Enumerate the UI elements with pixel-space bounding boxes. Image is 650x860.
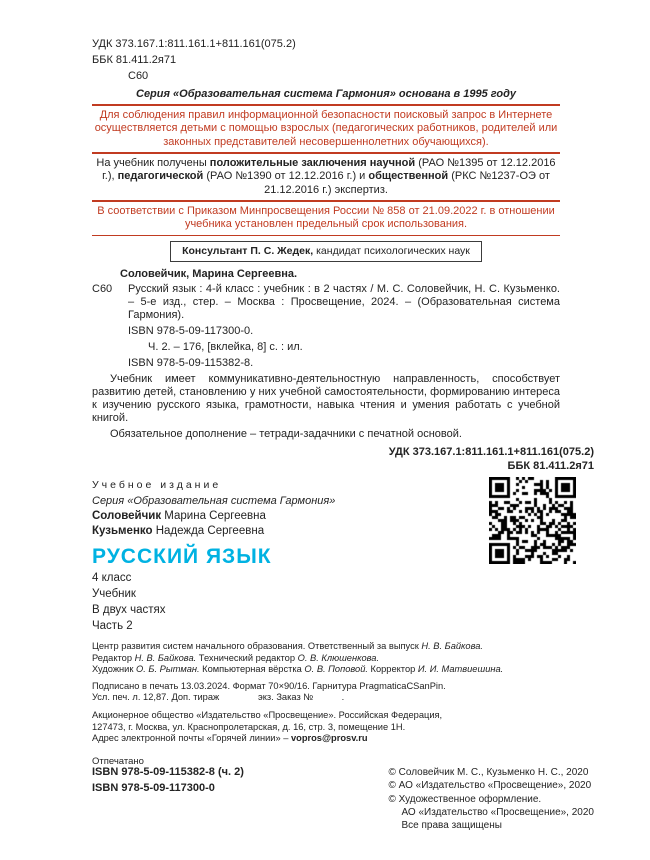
print-info-block bbox=[92, 681, 560, 704]
copyright-line: Все права защищены bbox=[401, 820, 502, 832]
safety-notice: Для соблюдения правил информационной безопасности поисковый запрос в Интернете осуществляется детьми с помощью взрослых (педагогических работников, родителей или законных представителей несовершеннолетних обучающихся). bbox=[94, 108, 558, 148]
grade-label: 4 класс bbox=[92, 571, 132, 584]
edition-type-label: Учебное издание bbox=[92, 479, 222, 491]
udk-number: УДК 373.167.1:811.161.1+811.161(075.2) bbox=[92, 38, 296, 50]
copyright-line: © АО «Издательство «Просвещение», 2020 bbox=[388, 780, 592, 792]
credits-line: Художник О. Б. Рытман. Компьютерная вёрстка О. В. Поповой. Корректор И. И. Матвиешина. bbox=[92, 664, 504, 675]
bib-text-block bbox=[128, 283, 560, 370]
qr-code bbox=[489, 477, 576, 564]
part-label: Часть 2 bbox=[92, 619, 133, 632]
hotline-email-line: Адрес электронной почты «Горячей линии» – vopros@prosv.ru bbox=[92, 733, 368, 744]
isbn-full-line: ISBN 978-5-09-117300-0. bbox=[128, 325, 254, 337]
bib-entry bbox=[92, 283, 560, 370]
isbn-part-footer: ISBN 978-5-09-115382-8 (ч. 2) bbox=[92, 766, 244, 778]
consultant-text: Консультант П. С. Жедек, кандидат психологических наук bbox=[182, 245, 470, 257]
copyright-block bbox=[388, 766, 594, 832]
series-note: Серия «Образовательная система Гармония» основана в 1995 году bbox=[136, 88, 516, 100]
credits-block bbox=[92, 641, 560, 676]
consultant-box bbox=[170, 241, 482, 262]
print-date-line: Подписано в печать 13.03.2024. Формат 70×90/16. Гарнитура PragmaticaCSanPin. bbox=[92, 680, 446, 691]
print-run-line: Усл. печ. л. 12,87. Доп. тираж экз. Заказ № . bbox=[92, 692, 345, 703]
bib-author-heading: Соловейчик, Марина Сергеевна. bbox=[120, 268, 298, 280]
isbn-part-line: ISBN 978-5-09-115382-8. bbox=[128, 357, 254, 369]
udk-number-repeat: УДК 373.167.1:811.161.1+811.161(075.2) bbox=[388, 446, 594, 458]
isbn-full-footer: ISBN 978-5-09-117300-0 bbox=[92, 782, 215, 794]
book-title: РУССКИЙ ЯЗЫК bbox=[92, 545, 272, 568]
bib-code: С60 bbox=[92, 283, 113, 295]
edition-series: Серия «Образовательная система Гармония» bbox=[92, 495, 336, 507]
red-rule bbox=[92, 152, 560, 154]
kind-label: Учебник bbox=[92, 587, 136, 600]
bib-description: Русский язык : 4-й класс : учебник : в 2 частях / М. С. Соловейчик, Н. С. Кузьменко. – 5-е изд., стер. – Москва : Просвещение, 2024. – (Образовательная система Гармония). bbox=[128, 283, 560, 321]
book-code: С60 bbox=[128, 70, 149, 82]
printed-label: Отпечатано bbox=[92, 755, 144, 767]
red-rule bbox=[92, 200, 560, 202]
annotation: Учебник имеет коммуникативно-деятельностную направленность, способствует развитию детей, становлению у них учебной самостоятельности, формированию интереса к изучению русского языка, грамотности, навыка чтения и умения работать с учебной книгой. bbox=[92, 373, 560, 424]
bbk-number-repeat: ББК 81.411.2я71 bbox=[507, 460, 594, 472]
parts-label: В двух частях bbox=[92, 603, 166, 616]
expertise-notice: На учебник получены положительные заключения научной (РАО №1395 от 12.12.2016 г.), педагогической (РАО №1390 от 12.12.2016 г.) и общественной (РКС №1237-ОЭ от 21.12.2016 г.) экспертиз. bbox=[96, 156, 556, 196]
footer bbox=[92, 766, 594, 832]
credits-line: Центр развития систем начального образования. Ответственный за выпуск Н. В. Байкова. bbox=[92, 641, 484, 651]
copyright-line: АО «Издательство «Просвещение», 2020 bbox=[401, 806, 594, 818]
edition-author-1: Соловейчик Марина Сергеевна bbox=[92, 510, 266, 522]
usage-deadline-notice: В соответствии с Приказом Минпросвещения России № 858 от 21.09.2022 г. в отношении учебника установлен предельный срок использования. bbox=[97, 204, 555, 230]
classification-repeat bbox=[92, 445, 594, 473]
edition-author-2: Кузьменко Надежда Сергеевна bbox=[92, 525, 265, 537]
publisher-block bbox=[92, 710, 560, 745]
copyright-line: © Художественное оформление. bbox=[388, 793, 542, 805]
copyright-line: © Соловейчик М. С., Кузьменко Н. С., 2020 bbox=[388, 767, 589, 778]
red-rule bbox=[92, 104, 560, 106]
isbn-footer-block bbox=[92, 766, 244, 832]
supplement-note: Обязательное дополнение – тетради-задачники с печатной основой. bbox=[110, 428, 462, 440]
part-description-line: Ч. 2. – 176, [вклейка, 8] с. : ил. bbox=[148, 341, 303, 353]
bbk-number: ББК 81.411.2я71 bbox=[92, 54, 177, 66]
publisher-line-1: Акционерное общество «Издательство «Просвещение». Российская Федерация, bbox=[92, 709, 443, 720]
top-classification bbox=[92, 36, 560, 84]
red-rule bbox=[92, 235, 560, 237]
credits-line: Редактор Н. В. Байкова. Технический редактор О. В. Клюшенкова. bbox=[92, 652, 380, 663]
publisher-line-2: 127473, г. Москва, ул. Краснопролетарская, д. 16, стр. 3, помещение 1Н. bbox=[92, 721, 406, 732]
